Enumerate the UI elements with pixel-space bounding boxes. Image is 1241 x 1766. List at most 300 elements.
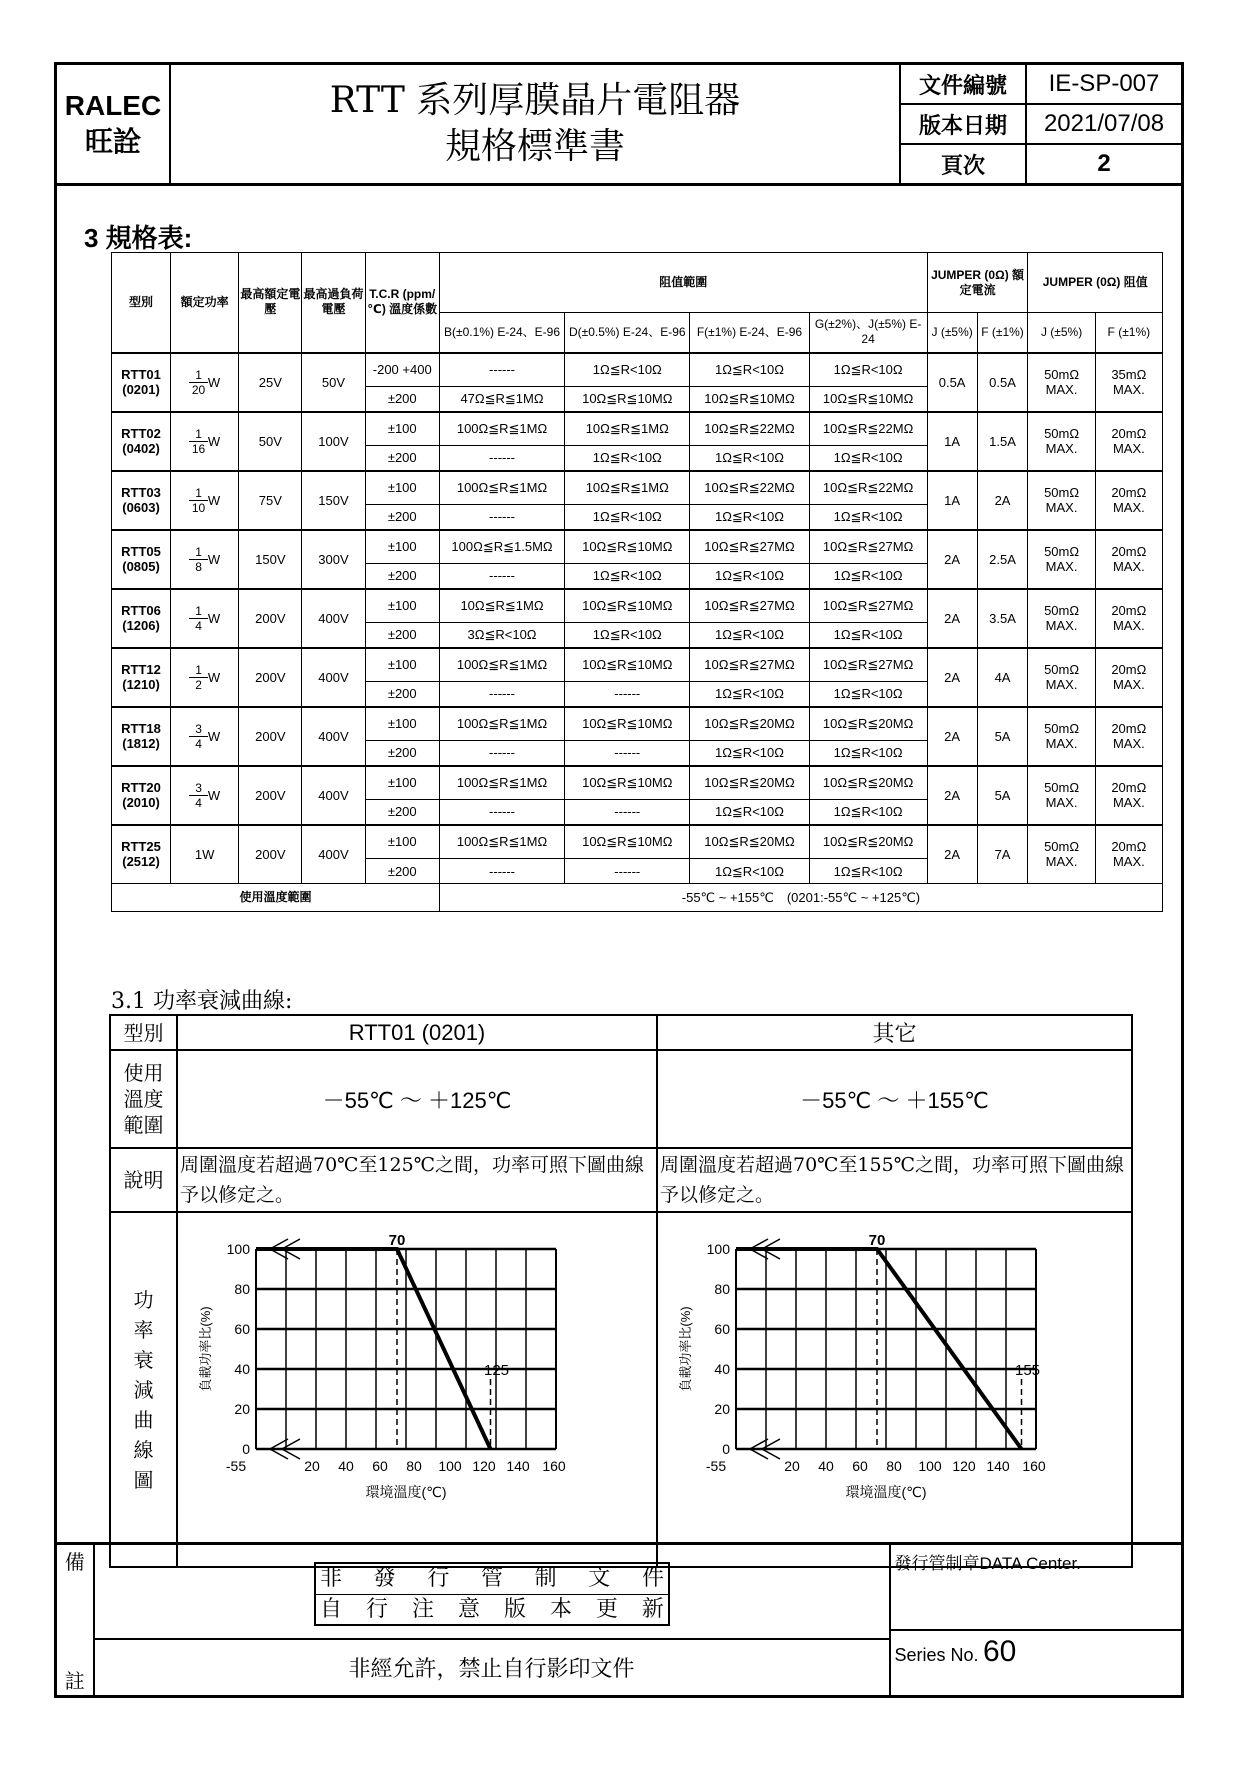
max-overload-cell: 400V (302, 648, 365, 707)
tcr-cell: ±200 (365, 859, 439, 884)
x-tick-label: 120 (952, 1458, 976, 1474)
range-gj-cell: 1Ω≦R<10Ω (809, 505, 927, 530)
tcr-cell: ±200 (365, 505, 439, 530)
range-gj-cell: 1Ω≦R<10Ω (809, 741, 927, 766)
range-b-cell: 100Ω≦R≦1MΩ (439, 825, 564, 859)
x-tick-label: 140 (506, 1458, 530, 1474)
range-d-cell: 1Ω≦R<10Ω (565, 353, 690, 387)
model-name: RTT02 (121, 426, 161, 441)
max-voltage-cell: 200V (239, 766, 302, 825)
power-numerator: 1 (189, 486, 208, 501)
range-d-cell: 1Ω≦R<10Ω (565, 564, 690, 589)
range-col1: －55℃ ～ ＋125℃ (177, 1050, 657, 1148)
range-d-cell: 10Ω≦R≦10MΩ (565, 707, 690, 741)
col-resistance-range: 阻值範圍 (439, 253, 927, 313)
table-row (112, 707, 1163, 741)
stamp-char: 發 (373, 1566, 396, 1591)
tcr-cell: ±100 (365, 412, 439, 446)
power-numerator: 3 (189, 781, 208, 796)
power-denominator: 2 (195, 677, 202, 692)
jumper-j-value: 50mΩ MAX. (1028, 648, 1095, 707)
rated-power-cell (171, 530, 239, 589)
company-name-en: RALEC (64, 90, 162, 121)
curve-label-text: 功率衰減曲線圖 (133, 1287, 154, 1492)
jumper-f-value: 20mΩ MAX. (1095, 412, 1162, 471)
range-f-cell: 1Ω≦R<10Ω (690, 741, 809, 766)
jumper-f-value: 20mΩ MAX. (1095, 471, 1162, 530)
range-f-cell: 1Ω≦R<10Ω (690, 353, 809, 387)
power-fraction (189, 604, 208, 633)
range-d-cell: ------ (565, 859, 690, 884)
jumper-j-value: 50mΩ MAX. (1028, 353, 1095, 412)
jumper-f-current: 1.5A (977, 412, 1028, 471)
range-f-cell: 10Ω≦R≦22MΩ (690, 412, 809, 446)
tcr-cell: ±200 (365, 564, 439, 589)
x-tick-label: 40 (338, 1458, 354, 1474)
col-tcr: T.C.R (ppm/℃) 溫度係數 (365, 253, 439, 353)
power-numerator: 1 (189, 545, 208, 560)
jumper-j-current: 2A (927, 766, 977, 825)
control-stamp (314, 1562, 670, 1626)
jumper-f-value: 20mΩ MAX. (1095, 648, 1162, 707)
power-denominator: 20 (191, 382, 206, 397)
max-voltage-cell: 200V (239, 825, 302, 884)
series-number: 60 (983, 1635, 1017, 1668)
table-row (112, 471, 1163, 505)
range-b-cell: 100Ω≦R≦1MΩ (439, 412, 564, 446)
power-unit: W (207, 433, 221, 449)
table-row (112, 648, 1163, 682)
date-value: 2021/07/08 (1026, 104, 1183, 144)
range-d-cell: 10Ω≦R≦1MΩ (565, 471, 690, 505)
power-unit: W (207, 374, 221, 390)
table-row (112, 766, 1163, 800)
range-f-cell: 1Ω≦R<10Ω (690, 682, 809, 707)
model-name: RTT12 (121, 662, 161, 677)
curve-annotation: 70 (868, 1232, 886, 1249)
jumper-f-current: 5A (977, 766, 1028, 825)
range-f-cell: 10Ω≦R≦27MΩ (690, 589, 809, 623)
model-cell (112, 412, 171, 471)
x-tick-label: 40 (818, 1458, 834, 1474)
table-row (112, 825, 1163, 859)
range-f-cell: 1Ω≦R<10Ω (690, 623, 809, 648)
range-b-cell: 10Ω≦R≦1MΩ (439, 589, 564, 623)
power-numerator: 1 (189, 427, 208, 442)
model-size: (1812) (122, 736, 160, 751)
jumper-j-current: 1A (927, 471, 977, 530)
jumper-f-value: 20mΩ MAX. (1095, 530, 1162, 589)
range-b-cell: ------ (439, 564, 564, 589)
model-size: (0805) (122, 559, 160, 574)
range-f-cell: 1Ω≦R<10Ω (690, 800, 809, 825)
temp-range-label: 使用溫度範圍 (112, 884, 440, 912)
range-b-cell: 100Ω≦R≦1MΩ (439, 648, 564, 682)
derating-chart-0201 (178, 1213, 656, 1561)
range-gj-cell: 10Ω≦R≦27MΩ (809, 589, 927, 623)
range-d-cell: 10Ω≦R≦1MΩ (565, 412, 690, 446)
page-number: 2 (1026, 144, 1183, 185)
stamp-char: 文 (588, 1566, 611, 1591)
tcr-cell: ±200 (365, 446, 439, 471)
page-label: 頁次 (900, 144, 1026, 185)
x-tick-label: 140 (986, 1458, 1010, 1474)
remark-top: 備 (56, 1544, 94, 1639)
derating-chart-others (658, 1213, 1131, 1561)
range-d-cell: 10Ω≦R≦10MΩ (565, 530, 690, 564)
range-gj-cell: 10Ω≦R≦27MΩ (809, 530, 927, 564)
power-fraction (189, 781, 208, 810)
tcr-cell: ±200 (365, 682, 439, 707)
derating-curve (736, 1249, 1022, 1449)
power-unit: W (207, 669, 221, 685)
jumper-j-current: 2A (927, 648, 977, 707)
stamp-char: 非 (320, 1566, 343, 1591)
stamp-char: 本 (549, 1597, 572, 1622)
y-axis-label: 負載功率比(%) (198, 1306, 213, 1392)
range-d-cell: 10Ω≦R≦10MΩ (565, 387, 690, 412)
document-title (170, 64, 900, 185)
range-f-cell: 10Ω≦R≦27MΩ (690, 530, 809, 564)
rated-power-cell (171, 648, 239, 707)
range-gj-cell: 1Ω≦R<10Ω (809, 353, 927, 387)
model-cell (112, 648, 171, 707)
col-f: F(±1%) E-24、E-96 (690, 313, 809, 353)
y-tick-label: 20 (714, 1401, 730, 1417)
jumper-f-current: 0.5A (977, 353, 1028, 412)
range-label-text: 使用溫度範圍 (123, 1061, 164, 1137)
range-f-cell: 10Ω≦R≦20MΩ (690, 707, 809, 741)
issue-cell (890, 1544, 1183, 1697)
col-fc: F (±1%) (977, 313, 1028, 353)
model-size: (2010) (122, 795, 160, 810)
model-size: (1210) (122, 677, 160, 692)
document-header (54, 62, 1184, 186)
y-tick-label: 40 (234, 1361, 250, 1377)
range-b-cell: ------ (439, 505, 564, 530)
range-f-cell: 1Ω≦R<10Ω (690, 505, 809, 530)
model-name: RTT05 (121, 544, 161, 559)
range-b-cell: ------ (439, 446, 564, 471)
issue-stamp: 發行管制章DATA Center. (894, 1554, 1081, 1573)
y-tick-label: 80 (234, 1281, 250, 1297)
max-voltage-cell: 150V (239, 530, 302, 589)
power-fraction (189, 427, 208, 456)
stamp-char: 管 (480, 1566, 503, 1591)
x-tick-label: 80 (406, 1458, 422, 1474)
tcr-cell: ±100 (365, 648, 439, 682)
company-name-zh: 旺詮 (84, 126, 141, 157)
jumper-j-value: 50mΩ MAX. (1028, 471, 1095, 530)
jumper-j-current: 2A (927, 589, 977, 648)
col-d: D(±0.5%) E-24、E-96 (565, 313, 690, 353)
curve-label (110, 1212, 177, 1567)
model-cell (112, 707, 171, 766)
jumper-f-value: 20mΩ MAX. (1095, 766, 1162, 825)
max-voltage-cell: 200V (239, 707, 302, 766)
power-unit: W (207, 728, 221, 744)
stamp-char: 新 (641, 1597, 664, 1622)
range-b-cell: ------ (439, 741, 564, 766)
power-unit: W (207, 551, 221, 567)
range-gj-cell: 10Ω≦R≦20MΩ (809, 707, 927, 741)
model-name: RTT20 (121, 780, 161, 795)
power-unit: W (207, 610, 221, 626)
tcr-cell: ±100 (365, 471, 439, 505)
power-fraction (189, 663, 208, 692)
doc-no-label: 文件編號 (900, 64, 1026, 105)
type-label: 型別 (110, 1015, 177, 1050)
x-tick-label: 60 (852, 1458, 868, 1474)
tcr-cell: ±100 (365, 530, 439, 564)
model-cell (112, 530, 171, 589)
jumper-j-value: 50mΩ MAX. (1028, 825, 1095, 884)
x-tick-label: 120 (472, 1458, 496, 1474)
jumper-j-value: 50mΩ MAX. (1028, 530, 1095, 589)
chart-cell-1 (177, 1212, 657, 1567)
jumper-f-current: 2A (977, 471, 1028, 530)
range-label (110, 1050, 177, 1148)
jumper-j-value: 50mΩ MAX. (1028, 766, 1095, 825)
range-f-cell: 10Ω≦R≦22MΩ (690, 471, 809, 505)
range-gj-cell: 1Ω≦R<10Ω (809, 682, 927, 707)
jumper-f-current: 7A (977, 825, 1028, 884)
date-label: 版本日期 (900, 104, 1026, 144)
jumper-j-current: 2A (927, 825, 977, 884)
stamp-line2 (316, 1595, 668, 1625)
title-line2: 規格標準書 (444, 126, 625, 167)
stamp-char: 更 (595, 1597, 618, 1622)
range-d-cell: ------ (565, 800, 690, 825)
jumper-j-value: 50mΩ MAX. (1028, 589, 1095, 648)
x-tick-label: 100 (918, 1458, 942, 1474)
jumper-j-current: 2A (927, 530, 977, 589)
max-voltage-cell: 75V (239, 471, 302, 530)
model-name: RTT03 (121, 485, 161, 500)
table-row (112, 589, 1163, 623)
jumper-j-current: 1A (927, 412, 977, 471)
power-fraction (189, 722, 208, 751)
stamp-line1 (316, 1564, 668, 1595)
range-gj-cell: 10Ω≦R≦10MΩ (809, 387, 927, 412)
jumper-f-value: 20mΩ MAX. (1095, 589, 1162, 648)
range-f-cell: 1Ω≦R<10Ω (690, 859, 809, 884)
range-b-cell: ------ (439, 800, 564, 825)
model-name: RTT06 (121, 603, 161, 618)
col-jv: J (±5%) (1028, 313, 1095, 353)
derating-curve (256, 1249, 491, 1449)
range-gj-cell: 10Ω≦R≦27MΩ (809, 648, 927, 682)
chart-cell-2 (657, 1212, 1132, 1567)
series-label: Series No. (894, 1645, 979, 1665)
col-gj: G(±2%)、J(±5%) E-24 (809, 313, 927, 353)
type-col1: RTT01 (0201) (177, 1015, 657, 1050)
company-logo (56, 64, 171, 185)
range-b-cell: 47Ω≦R≦1MΩ (439, 387, 564, 412)
stamp-char: 注 (411, 1597, 434, 1622)
desc-label: 說明 (110, 1148, 177, 1212)
power-numerator: 1 (189, 604, 208, 619)
stamp-char: 制 (534, 1566, 557, 1591)
range-d-cell: ------ (565, 741, 690, 766)
max-voltage-cell: 25V (239, 353, 302, 412)
x-axis-label: 環境溫度(℃) (845, 1484, 927, 1500)
stamp-char: 自 (320, 1597, 343, 1622)
tcr-cell: ±100 (365, 707, 439, 741)
range-d-cell: 1Ω≦R<10Ω (565, 446, 690, 471)
tcr-cell: ±200 (365, 741, 439, 766)
range-gj-cell: 1Ω≦R<10Ω (809, 446, 927, 471)
range-d-cell: 10Ω≦R≦10MΩ (565, 589, 690, 623)
power-fraction (189, 368, 208, 397)
range-f-cell: 1Ω≦R<10Ω (690, 564, 809, 589)
max-overload-cell: 400V (302, 766, 365, 825)
rated-power-cell (171, 825, 239, 884)
range-d-cell: 10Ω≦R≦10MΩ (565, 766, 690, 800)
jumper-j-current: 2A (927, 707, 977, 766)
spec-table (111, 252, 1163, 912)
rated-power-cell (171, 353, 239, 412)
table-row (112, 412, 1163, 446)
title-line1: RTT 系列厚膜晶片電阻器 (329, 80, 741, 121)
tcr-cell: ±200 (365, 800, 439, 825)
col-fv: F (±1%) (1095, 313, 1162, 353)
tcr-cell: ±200 (365, 387, 439, 412)
range-f-cell: 1Ω≦R<10Ω (690, 446, 809, 471)
tcr-cell: ±100 (365, 589, 439, 623)
jumper-j-value: 50mΩ MAX. (1028, 707, 1095, 766)
col-max-overload: 最高過負荷電壓 (302, 253, 365, 353)
desc-col2: 周圍溫度若超過70℃至155℃之間，功率可照下圖曲線予以修定之。 (657, 1148, 1132, 1212)
model-cell (112, 353, 171, 412)
x-tick-label: -55 (225, 1458, 247, 1474)
power-value: 1W (194, 846, 215, 862)
power-numerator: 3 (189, 722, 208, 737)
stamp-char: 行 (365, 1597, 388, 1622)
power-denominator: 4 (195, 618, 202, 633)
tcr-cell: -200 +400 (365, 353, 439, 387)
desc-col1: 周圍溫度若超過70℃至125℃之間，功率可照下圖曲線予以修定之。 (177, 1148, 657, 1212)
section-3-title: 3 規格表: (84, 223, 193, 253)
range-d-cell: 1Ω≦R<10Ω (565, 505, 690, 530)
x-tick-label: 160 (542, 1458, 566, 1474)
x-axis-label: 環境溫度(℃) (365, 1484, 447, 1500)
range-gj-cell: 10Ω≦R≦22MΩ (809, 471, 927, 505)
x-tick-label: 160 (1022, 1458, 1046, 1474)
x-tick-label: 20 (784, 1458, 800, 1474)
model-name: RTT18 (121, 721, 161, 736)
curve-annotation: 70 (388, 1232, 406, 1249)
model-size: (0201) (122, 382, 160, 397)
range-gj-cell: 1Ω≦R<10Ω (809, 859, 927, 884)
stamp-char: 版 (503, 1597, 526, 1622)
rated-power-cell (171, 471, 239, 530)
range-gj-cell: 1Ω≦R<10Ω (809, 564, 927, 589)
range-b-cell: 100Ω≦R≦1MΩ (439, 471, 564, 505)
range-d-cell: ------ (565, 682, 690, 707)
jumper-f-current: 5A (977, 707, 1028, 766)
jumper-f-current: 3.5A (977, 589, 1028, 648)
stamp-char: 件 (641, 1566, 664, 1591)
range-f-cell: 10Ω≦R≦20MΩ (690, 766, 809, 800)
power-denominator: 4 (195, 736, 202, 751)
jumper-f-value: 35mΩ MAX. (1095, 353, 1162, 412)
power-numerator: 1 (189, 368, 208, 383)
model-size: (1206) (122, 618, 160, 633)
model-cell (112, 766, 171, 825)
section-3-1-title: 3.1 功率衰減曲線: (111, 989, 293, 1014)
max-overload-cell: 400V (302, 707, 365, 766)
y-tick-label: 100 (226, 1241, 250, 1257)
x-tick-label: 80 (886, 1458, 902, 1474)
tcr-cell: ±100 (365, 766, 439, 800)
tcr-cell: ±100 (365, 825, 439, 859)
model-name: RTT01 (121, 367, 161, 382)
col-max-voltage: 最高額定電壓 (239, 253, 302, 353)
range-b-cell: 100Ω≦R≦1MΩ (439, 766, 564, 800)
jumper-f-current: 4A (977, 648, 1028, 707)
max-overload-cell: 400V (302, 825, 365, 884)
copy-notice: 非經允許，禁止自行影印文件 (94, 1639, 890, 1697)
range-d-cell: 1Ω≦R<10Ω (565, 623, 690, 648)
col-jumper-value: JUMPER (0Ω) 阻值 (1028, 253, 1163, 313)
y-tick-label: 20 (234, 1401, 250, 1417)
rated-power-cell (171, 766, 239, 825)
y-tick-label: 60 (234, 1321, 250, 1337)
range-d-cell: 10Ω≦R≦10MΩ (565, 648, 690, 682)
doc-no-value: IE-SP-007 (1026, 64, 1183, 105)
x-tick-label: 20 (304, 1458, 320, 1474)
model-cell (112, 825, 171, 884)
y-tick-label: 0 (242, 1441, 250, 1457)
max-overload-cell: 50V (302, 353, 365, 412)
power-fraction (189, 486, 208, 515)
max-voltage-cell: 200V (239, 589, 302, 648)
x-tick-label: 60 (372, 1458, 388, 1474)
col-rated-power: 額定功率 (171, 253, 239, 353)
range-f-cell: 10Ω≦R≦20MΩ (690, 825, 809, 859)
range-gj-cell: 10Ω≦R≦20MΩ (809, 766, 927, 800)
jumper-j-current: 0.5A (927, 353, 977, 412)
range-col2: －55℃ ～ ＋155℃ (657, 1050, 1132, 1148)
model-size: (2512) (122, 854, 160, 870)
stamp-char: 意 (457, 1597, 480, 1622)
max-overload-cell: 150V (302, 471, 365, 530)
col-jumper-current: JUMPER (0Ω) 額定電流 (927, 253, 1028, 313)
y-tick-label: 80 (714, 1281, 730, 1297)
table-row (112, 353, 1163, 387)
y-tick-label: 60 (714, 1321, 730, 1337)
y-tick-label: 0 (722, 1441, 730, 1457)
type-col2: 其它 (657, 1015, 1132, 1050)
curve-annotation: 155 (1014, 1362, 1041, 1379)
table-row (112, 530, 1163, 564)
max-overload-cell: 100V (302, 412, 365, 471)
max-overload-cell: 300V (302, 530, 365, 589)
max-overload-cell: 400V (302, 589, 365, 648)
range-f-cell: 10Ω≦R≦10MΩ (690, 387, 809, 412)
power-numerator: 1 (189, 663, 208, 678)
curve-annotation: 125 (483, 1362, 510, 1379)
col-b: B(±0.1%) E-24、E-96 (439, 313, 564, 353)
model-cell (112, 471, 171, 530)
model-name: RTT25 (121, 839, 161, 855)
range-gj-cell: 10Ω≦R≦20MΩ (809, 825, 927, 859)
jumper-f-current: 2.5A (977, 530, 1028, 589)
y-axis-label: 負載功率比(%) (678, 1306, 693, 1392)
remark-bottom: 註 (56, 1639, 94, 1697)
jumper-j-value: 50mΩ MAX. (1028, 412, 1095, 471)
